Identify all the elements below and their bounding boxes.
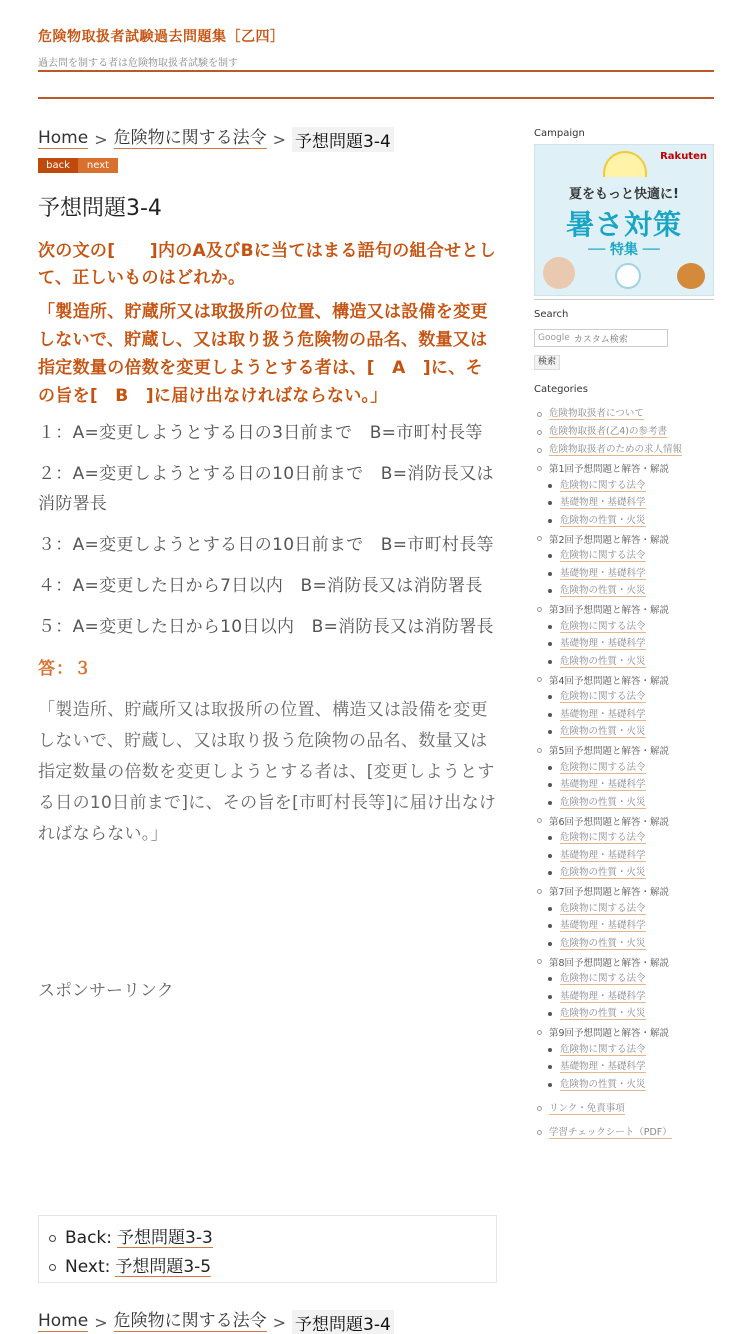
bullet-icon — [537, 1030, 542, 1035]
subcategory-label: 危険物に関する法令 — [560, 620, 646, 632]
back-button[interactable]: back — [38, 158, 78, 173]
bullet-icon — [548, 783, 552, 787]
search-input[interactable] — [534, 329, 668, 347]
subcategory-label: 危険物の性質・火災 — [560, 726, 646, 738]
bullet-icon — [537, 1106, 542, 1111]
subcategory-label: 基礎物理・基礎科学 — [560, 990, 646, 1002]
ad-subtitle: 夏をもっと快適に! — [569, 187, 679, 202]
bullet-icon — [537, 466, 542, 471]
bullet-icon — [548, 1083, 552, 1087]
breadcrumb-separator: > — [272, 129, 287, 149]
category-item[interactable] — [534, 953, 716, 971]
subcategory-label: 危険物の性質・火災 — [560, 655, 646, 667]
bullet-icon — [548, 554, 552, 558]
breadcrumb-home[interactable]: Home — [38, 1311, 89, 1331]
subcategory-item[interactable] — [534, 618, 716, 636]
bear-icon — [615, 263, 641, 289]
breadcrumb-bottom — [38, 1311, 394, 1333]
sun-icon — [603, 151, 647, 177]
choice-item: ２：A=変更しようとする日の10日前まで B=消防長又は消防署長 — [38, 464, 494, 514]
header-divider — [38, 70, 714, 72]
post-nav-back — [47, 1224, 496, 1253]
category-label: 第5回予想問題と解答・解説 — [549, 746, 670, 757]
site-description: 過去問を制する者は危険物取扱者試験を制す — [38, 58, 238, 69]
dog-icon — [677, 263, 705, 289]
bullet-icon — [537, 959, 542, 964]
subcategory-item[interactable] — [534, 1059, 716, 1077]
category-label: 第3回予想問題と解答・解説 — [549, 605, 670, 616]
answer-text: 答：３ — [38, 659, 92, 679]
category-item[interactable] — [534, 405, 716, 423]
subcategory-label: 危険物の性質・火災 — [560, 1008, 646, 1020]
subcategory-label: 危険物に関する法令 — [560, 550, 646, 562]
bullet-icon — [548, 572, 552, 576]
subcategory-item[interactable] — [534, 724, 716, 742]
subcategory-label: 基礎物理・基礎科学 — [560, 708, 646, 720]
category-item[interactable] — [534, 423, 716, 441]
subcategory-label: 危険物の性質・火災 — [560, 1078, 646, 1090]
subcategory-label: 基礎物理・基礎科学 — [560, 849, 646, 861]
question-text: 次の文の[ ]内のA及びBに当てはまる語句の組合せとして、正しいものはどれか。 — [38, 241, 497, 288]
site-title[interactable]: 危険物取扱者試験過去問題集［乙四］ — [38, 29, 285, 45]
bullet-icon — [537, 412, 542, 417]
subcategory-label: 基礎物理・基礎科学 — [560, 567, 646, 579]
subcategory-item[interactable] — [534, 512, 716, 530]
category-item[interactable] — [534, 1023, 716, 1041]
bullet-icon — [548, 871, 552, 875]
bullet-icon — [548, 519, 552, 523]
category-label: 第4回予想問題と解答・解説 — [549, 675, 670, 687]
bullet-icon — [537, 818, 542, 823]
subcategory-item[interactable] — [534, 495, 716, 513]
person-icon — [543, 257, 575, 289]
subcategory-item[interactable] — [534, 706, 716, 724]
subcategory-item[interactable] — [534, 777, 716, 795]
subcategory-label: 危険物の性質・火災 — [560, 585, 646, 597]
breadcrumb-category[interactable]: 危険物に関する法令 — [113, 128, 267, 148]
ad-brand: Rakuten — [660, 151, 707, 162]
subcategory-item[interactable] — [534, 900, 716, 918]
subcategory-label: 基礎物理・基礎科学 — [560, 779, 646, 791]
bullet-icon — [548, 660, 552, 664]
ad-headline: 暑さ対策 — [565, 208, 682, 241]
bullet-icon — [548, 801, 552, 805]
category-list — [534, 405, 716, 1142]
subcategory-label: 基礎物理・基礎科学 — [560, 497, 646, 509]
bullet-icon — [537, 889, 542, 894]
bullet-icon — [548, 836, 552, 840]
category-label: リンク・免責事項 — [549, 1102, 625, 1114]
bullet-icon — [548, 1048, 552, 1052]
search-title: Search — [534, 309, 569, 320]
breadcrumb-category[interactable]: 危険物に関する法令 — [113, 1311, 267, 1331]
bullet-icon — [548, 854, 552, 858]
category-label: 第8回予想問題と解答・解説 — [549, 957, 670, 969]
subcategory-item[interactable] — [534, 794, 716, 812]
subcategory-label: 危険物の性質・火災 — [560, 867, 646, 879]
next-button[interactable]: next — [78, 158, 118, 173]
category-label: 第7回予想問題と解答・解説 — [549, 887, 670, 898]
breadcrumb-current: 予想問題3-4 — [292, 127, 394, 152]
subcategory-label: 危険物の性質・火災 — [560, 514, 646, 526]
subcategory-item[interactable] — [534, 636, 716, 654]
category-item[interactable] — [534, 882, 716, 900]
subcategory-item[interactable] — [534, 548, 716, 566]
category-item[interactable] — [534, 741, 716, 759]
choice-list — [38, 418, 498, 642]
category-item[interactable] — [534, 1100, 716, 1118]
breadcrumb-separator: > — [94, 129, 108, 149]
subcategory-item[interactable] — [534, 1006, 716, 1024]
question-quote: 「製造所、貯蔵所又は取扱所の位置、構造又は設備を変更しないで、貯蔵し、又は取り扱う危険物の品名、数量又は指定数量の倍数を変更しようとする者は、[ A ]に、その旨を[ B ]に届け出なければならない。」 — [38, 302, 488, 406]
main-content — [38, 128, 498, 850]
bullet-icon — [548, 695, 552, 699]
post-nav-back-label: Back: — [65, 1228, 112, 1248]
bullet-icon — [537, 448, 542, 453]
choice-item: ４：A=変更した日から7日以内 B=消防長又は消防署長 — [38, 576, 483, 596]
subcategory-item[interactable] — [534, 1041, 716, 1059]
breadcrumb-separator: > — [272, 1312, 287, 1332]
bullet-icon — [548, 501, 552, 505]
breadcrumb — [38, 128, 498, 150]
category-label: 第2回予想問題と解答・解説 — [549, 534, 670, 546]
category-label: 危険物取扱者のための求人情報 — [549, 444, 683, 455]
category-label: 危険物取扱者について — [549, 408, 644, 419]
bullet-icon — [548, 589, 552, 593]
bullet-icon — [548, 642, 552, 646]
campaign-banner[interactable] — [534, 144, 714, 296]
subcategory-item[interactable] — [534, 565, 716, 583]
nav-divider — [38, 97, 714, 99]
category-item[interactable] — [534, 530, 716, 548]
page-title: 予想問題3-4 — [38, 196, 162, 221]
subcategory-label: 危険物に関する法令 — [560, 479, 646, 491]
subcategory-label: 基礎物理・基礎科学 — [560, 920, 646, 932]
subcategory-label: 危険物に関する法令 — [560, 1043, 646, 1055]
bullet-icon — [49, 1235, 56, 1242]
sponsor-label: スポンサーリンク — [38, 981, 174, 1001]
subcategory-item[interactable] — [534, 935, 716, 953]
subcategory-label: 基礎物理・基礎科学 — [560, 638, 646, 650]
category-label: 第9回予想問題と解答・解説 — [549, 1028, 670, 1039]
subcategory-item[interactable] — [534, 689, 716, 707]
subcategory-item[interactable] — [534, 1076, 716, 1094]
post-nav-back-link[interactable]: 予想問題3-3 — [117, 1228, 213, 1248]
bullet-icon — [548, 977, 552, 981]
breadcrumb-home[interactable]: Home — [38, 128, 89, 148]
categories-title: Categories — [534, 384, 588, 395]
subcategory-item[interactable] — [534, 653, 716, 671]
category-item[interactable] — [534, 671, 716, 689]
category-label: 危険物取扱者(乙4)の参考書 — [549, 426, 667, 437]
breadcrumb-separator: > — [94, 1312, 108, 1332]
bullet-icon — [537, 677, 542, 682]
bullet-icon — [548, 625, 552, 629]
search-placeholder: カスタム検索 — [573, 334, 628, 345]
subcategory-item[interactable] — [534, 583, 716, 601]
choice-item: ３：A=変更しようとする日の10日前まで B=市町村長等 — [38, 535, 494, 555]
subcategory-item[interactable] — [534, 477, 716, 495]
campaign-title: Campaign — [534, 128, 585, 139]
subcategory-item[interactable] — [534, 971, 716, 989]
bullet-icon — [548, 924, 552, 928]
subcategory-item[interactable] — [534, 847, 716, 865]
subcategory-label: 危険物に関する法令 — [560, 832, 646, 844]
subcategory-item[interactable] — [534, 830, 716, 848]
ad-feature: ── 特集 ── — [588, 242, 660, 258]
bullet-icon — [548, 766, 552, 770]
bullet-icon — [548, 995, 552, 999]
bullet-icon — [548, 484, 552, 488]
bullet-icon — [537, 748, 542, 753]
breadcrumb-current: 予想問題3-4 — [292, 1310, 394, 1334]
subcategory-label: 危険物に関する法令 — [560, 761, 646, 773]
post-nav-next-link[interactable]: 予想問題3-5 — [115, 1257, 212, 1277]
google-logo: Google — [538, 333, 570, 343]
subcategory-item[interactable] — [534, 918, 716, 936]
category-item[interactable] — [534, 812, 716, 830]
bullet-icon — [537, 607, 542, 612]
subcategory-label: 危険物に関する法令 — [560, 902, 646, 914]
category-label: 第1回予想問題と解答・解説 — [549, 464, 670, 475]
subcategory-label: 危険物の性質・火災 — [560, 796, 646, 808]
subcategory-item[interactable] — [534, 865, 716, 883]
post-nav-next-label: Next: — [65, 1257, 111, 1277]
subcategory-item[interactable] — [534, 988, 716, 1006]
category-item[interactable] — [534, 600, 716, 618]
site-header — [38, 26, 714, 69]
subcategory-label: 危険物の性質・火災 — [560, 937, 646, 949]
category-label: 学習チェックシート（PDF） — [549, 1126, 672, 1138]
sidebar — [534, 128, 716, 1142]
bullet-icon — [548, 1012, 552, 1016]
subcategory-label: 基礎物理・基礎科学 — [560, 1061, 646, 1073]
bullet-icon — [548, 942, 552, 946]
category-item[interactable] — [534, 441, 716, 459]
subcategory-label: 危険物に関する法令 — [560, 691, 646, 703]
search-button[interactable]: 検索 — [534, 355, 560, 370]
bullet-icon — [537, 1130, 542, 1135]
sidebar-divider — [534, 299, 714, 300]
post-navigation — [38, 1215, 497, 1283]
category-item[interactable] — [534, 459, 716, 477]
bullet-icon — [548, 907, 552, 911]
subcategory-label: 危険物に関する法令 — [560, 973, 646, 985]
category-label: 第6回予想問題と解答・解説 — [549, 816, 670, 828]
bullet-icon — [548, 730, 552, 734]
bullet-icon — [49, 1264, 56, 1271]
explanation-text: 「製造所、貯蔵所又は取扱所の位置、構造又は設備を変更しないで、貯蔵し、又は取り扱う危険物の品名、数量又は指定数量の倍数を変更しようとする者は、[変更しようとする日の10日前まで]に、その旨を[市町村長等]に届け出なければならない。」 — [38, 700, 497, 844]
subcategory-item[interactable] — [534, 759, 716, 777]
bullet-icon — [537, 430, 542, 435]
post-nav-next — [47, 1253, 496, 1282]
category-item[interactable] — [534, 1124, 716, 1142]
choice-item: ５：A=変更した日から10日以内 B=消防長又は消防署長 — [38, 617, 494, 637]
bullet-icon — [548, 1065, 552, 1069]
bullet-icon — [537, 536, 542, 541]
pager — [38, 158, 498, 173]
bullet-icon — [548, 713, 552, 717]
choice-item: １：A=変更しようとする日の3日前まで B=市町村長等 — [38, 423, 483, 443]
